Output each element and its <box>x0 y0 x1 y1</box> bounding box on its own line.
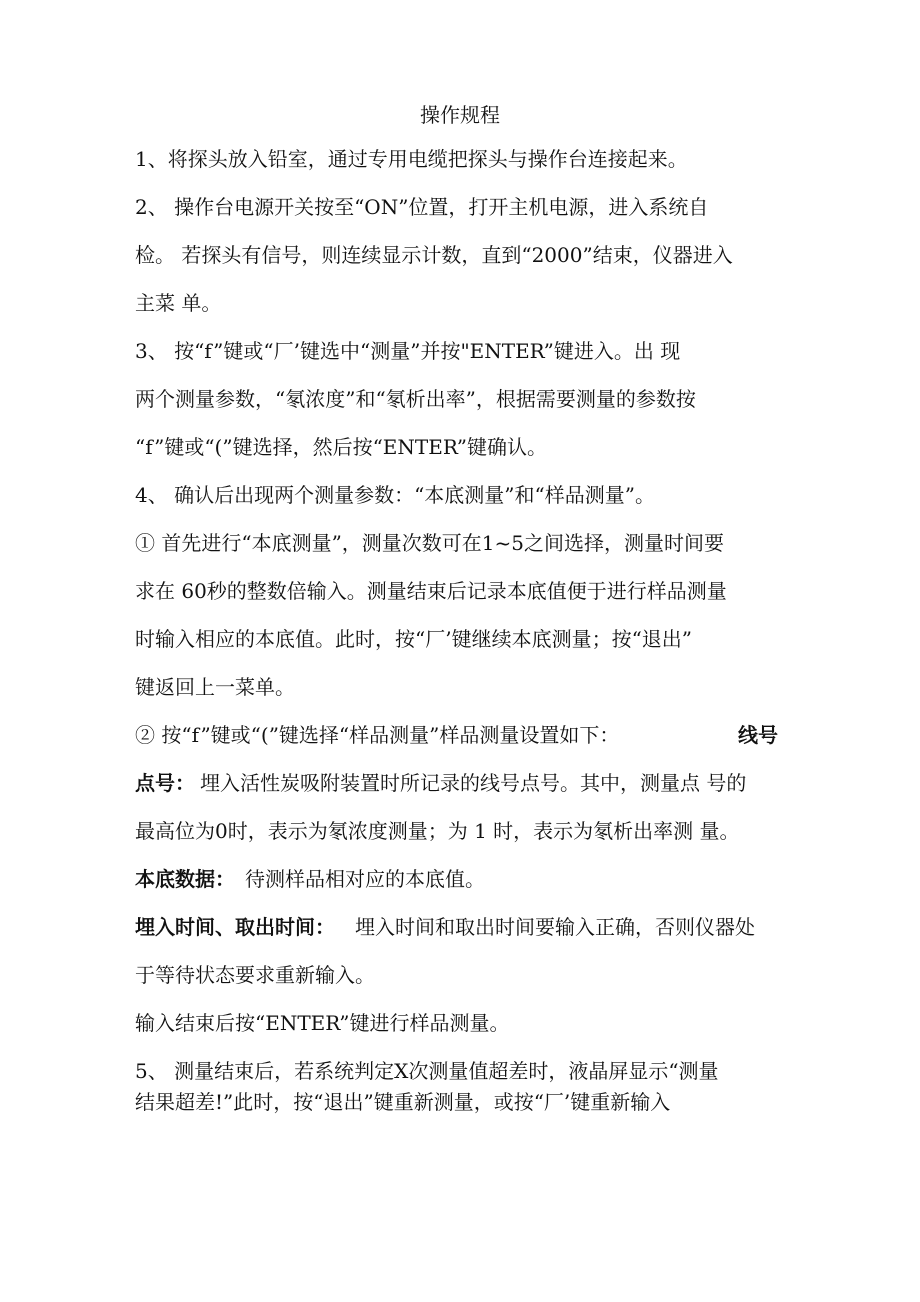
input-end-line: 输入结束后按“ENTER”键进行样品测量。 <box>135 1011 510 1035</box>
step-4-line: 4、 确认后出现两个测量参数：“本底测量”和“样品测量”。 <box>135 483 655 507</box>
step-3-line-2: 两个测量参数，“氡浓度”和“氡析出率”，根据需要测量的参数按 <box>135 387 696 411</box>
time-label: 埋入时间、取出时间： <box>135 915 335 939</box>
background-measure-line-2: 求在 60秒的整数倍输入。测量结束后记录本底值便于进行样品测量 <box>135 579 727 603</box>
page-title: 操作规程 <box>420 103 500 127</box>
background-data-label: 本底数据： <box>135 867 235 891</box>
background-data-text: 待测样品相对应的本底值。 <box>245 867 485 891</box>
point-number-text-2: 最高位为0时，表示为氡浓度测量；为 1 时，表示为氡析出率测 量。 <box>135 819 740 843</box>
step-3-line-3: “f”键或“(”键选择，然后按“ENTER”键确认。 <box>135 435 548 459</box>
time-text-1: 埋入时间和取出时间要输入正确，否则仪器处 <box>355 915 755 939</box>
time-text-2: 于等待状态要求重新输入。 <box>135 963 375 987</box>
line-number-label: 线号 <box>738 723 778 747</box>
background-measure-line-4: 键返回上一菜单。 <box>135 675 295 699</box>
background-measure-line-3: 时输入相应的本底值。此时，按“厂’键继续本底测量；按“退出” <box>135 627 693 651</box>
step-1-line: 1、将探头放入铅室，通过专用电缆把探头与操作台连接起来。 <box>135 147 688 171</box>
point-number-label: 点号： <box>135 771 195 795</box>
step-2-line-2: 检。 若探头有信号，则连续显示计数，直到“2000”结束，仪器进入 <box>135 243 733 267</box>
step-5-line-1: 5、 测量结束后，若系统判定X次测量值超差时，液晶屏显示“测量 <box>135 1059 719 1083</box>
sample-measure-line: ② 按“f”键或“(”键选择“样品测量”样品测量设置如下： <box>135 723 620 747</box>
step-2-line-1: 2、 操作台电源开关按至“ON”位置，打开主机电源，进入系统自 <box>135 195 709 219</box>
step-5-line-2: 结果超差!”此时，按“退出”键重新测量，或按“厂’键重新输入 <box>135 1090 671 1114</box>
background-measure-line-1: ① 首先进行“本底测量”，测量次数可在1~5之间选择，测量时间要 <box>135 531 725 555</box>
point-number-text: 埋入活性炭吸附装置时所记录的线号点号。其中，测量点 号的 <box>200 771 747 795</box>
step-3-line-1: 3、 按“f”键或“厂’键选中“测量”并按"ENTER”键进入。出 现 <box>135 339 681 363</box>
step-2-line-3: 主菜 单。 <box>135 291 222 315</box>
